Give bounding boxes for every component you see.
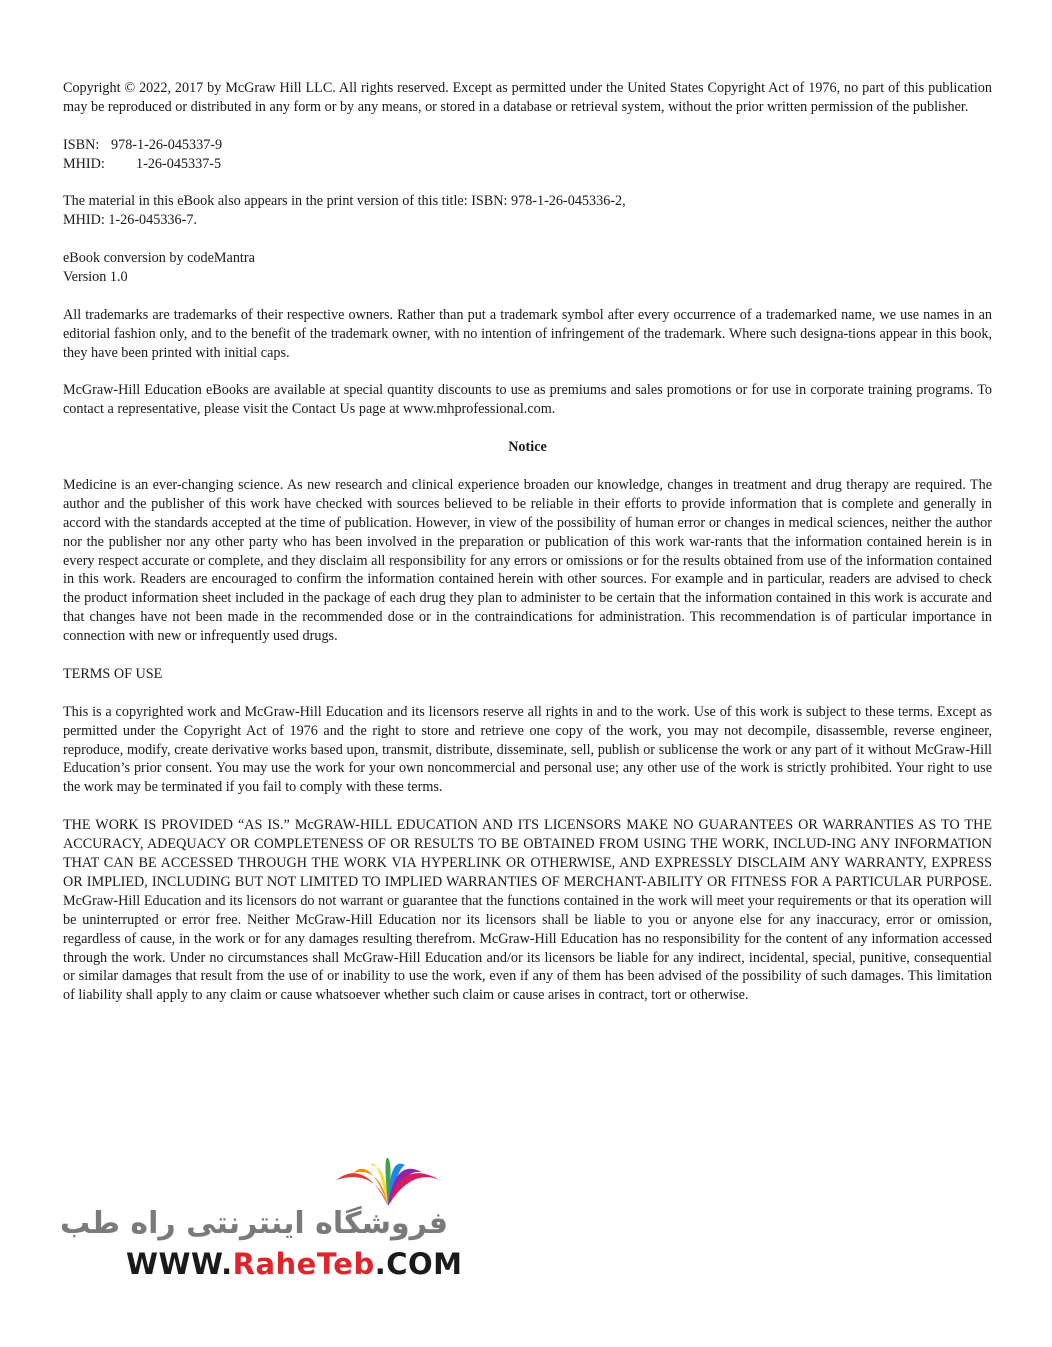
terms-paragraph-1: This is a copyrighted work and McGraw-Hill Education and its licensors reserve all rights in and to the work. Use of this work is subject to these terms. Except as permitted under the Copyright Act of 1976 and the right to store and retrieve one copy of the work, you may not decompile, disassemble, reverse engineer, reproduce, modify, create derivative works based upon, transmit, distribute, disseminate, sell, publish or sublicense the work or any part of it without McGraw-Hill Education’s prior consent. You may use the work for your own noncommercial and personal use; any other use of the work is strictly prohibited. Your right to use the work may be terminated if you fail to comply with these terms. [63, 703, 992, 796]
print-version-line: The material in this eBook also appears in the print version of this title: ISBN: 978-1-26-045336-2, [63, 193, 626, 210]
logo-persian-text: فروشگاه اینترنتی راه طب [59, 1206, 448, 1241]
logo-url-text [126, 1247, 463, 1281]
notice-heading: Notice [508, 439, 547, 456]
logo-arc-leaf [336, 1173, 388, 1206]
logo-url-brand: RaheTeb [232, 1247, 375, 1281]
conversion-credit: eBook conversion by codeMantra [63, 250, 255, 267]
discounts-paragraph: McGraw-Hill Education eBooks are available at special quantity discounts to use as premiums and sales promotions or for use in corporate training programs. To contact a representative, please visit the Contact Us page at www.mhprofessional.com. [63, 382, 992, 418]
isbn-block [63, 136, 992, 174]
mhid-label: MHID: [63, 155, 105, 172]
open-book-rainbow-icon [328, 1150, 448, 1210]
mhid-row [63, 155, 992, 174]
logo-url-suffix: .COM [374, 1247, 463, 1281]
print-version-mhid: MHID: 1-26-045336-7. [63, 212, 197, 229]
terms-paragraph-2: THE WORK IS PROVIDED “AS IS.” McGRAW-HILL EDUCATION AND ITS LICENSORS MAKE NO GUARANTEES OR WARRANTIES AS TO THE ACCURACY, ADEQUACY OR COMPLETENESS OF OR RESULTS TO BE OBTAINED FROM USING THE WORK, INCLUD-ING ANY INFORMATION THAT CAN BE ACCESSED THROUGH THE WORK VIA HYPERLINK OR OTHERWISE, AND EXPRESSLY DISCLAIM ANY WARRANTY, EXPRESS OR IMPLIED, INCLUDING BUT NOT LIMITED TO IMPLIED WARRANTIES OF MERCHANT-ABILITY OR FITNESS FOR A PARTICULAR PURPOSE. McGraw-Hill Education and its licensors do not warrant or guarantee that the functions contained in the work will meet your requirements or that its operation will be uninterrupted or error free. Neither McGraw-Hill Education nor its licensors shall be liable to you or anyone else for any inaccuracy, error or omission, regardless of cause, in the work or for any damages resulting therefrom. McGraw-Hill Education has no responsibility for the content of any information accessed through the work. Under no circumstances shall McGraw-Hill Education and/or its licensors be liable for any indirect, incidental, special, punitive, consequential or similar damages that result from the use of or inability to use the work, even if any of them has been advised of the possibility of such damages. This limitation of liability shall apply to any claim or cause whatsoever whether such claim or cause arises in contract, tort or otherwise. [63, 817, 992, 1004]
conversion-note [63, 249, 992, 287]
raheteb-watermark-logo [59, 1150, 463, 1290]
isbn-row [63, 136, 992, 155]
logo-url-prefix: WWW. [126, 1247, 233, 1281]
terms-of-use-heading: TERMS OF USE [63, 665, 163, 682]
copyright-page [63, 79, 992, 1024]
version-number: Version 1.0 [63, 269, 128, 286]
mhid-value: 1-26-045337-5 [136, 155, 222, 172]
isbn-label: ISBN: [63, 136, 100, 153]
notice-paragraph: Medicine is an ever-changing science. As new research and clinical experience broaden our knowledge, changes in treatment and drug therapy are required. The author and the publisher of this work have checked with sources believed to be reliable in their efforts to provide information that is complete and generally in accord with the standards accepted at the time of publication. However, in view of the possibility of human error or changes in medical sciences, neither the author nor the publisher nor any other party who has been involved in the preparation or publication of this work war-rants that the information contained herein is in every respect accurate or complete, and they disclaim all responsibility for any errors or omissions or for the results obtained from use of the information contained in this work. Readers are encouraged to confirm the information contained herein with other sources. For example and in particular, readers are advised to check the product information sheet included in the package of each drug they plan to administer to be certain that the information contained in this work is accurate and that changes have not been made in the recommended dose or in the contraindications for administration. This recommendation is of particular importance in connection with new or infrequently used drugs. [63, 476, 992, 645]
copyright-statement: Copyright © 2022, 2017 by McGraw Hill LLC. All rights reserved. Except as permitted under the United States Copyright Act of 1976, no part of this publication may be reproduced or distributed in any form or by any means, or stored in a database or retrieval system, without the prior written permission of the publisher. [63, 80, 992, 115]
print-version-note [63, 192, 992, 230]
trademarks-paragraph: All trademarks are trademarks of their respective owners. Rather than put a trademark symbol after every occurrence of a trademarked name, we use names in an editorial fashion only, and to the benefit of the trademark owner, with no intention of infringement of the trademark. Where such designa-tions appear in this book, they have been printed with initial caps. [63, 306, 992, 361]
isbn-value: 978-1-26-045337-9 [111, 136, 223, 153]
